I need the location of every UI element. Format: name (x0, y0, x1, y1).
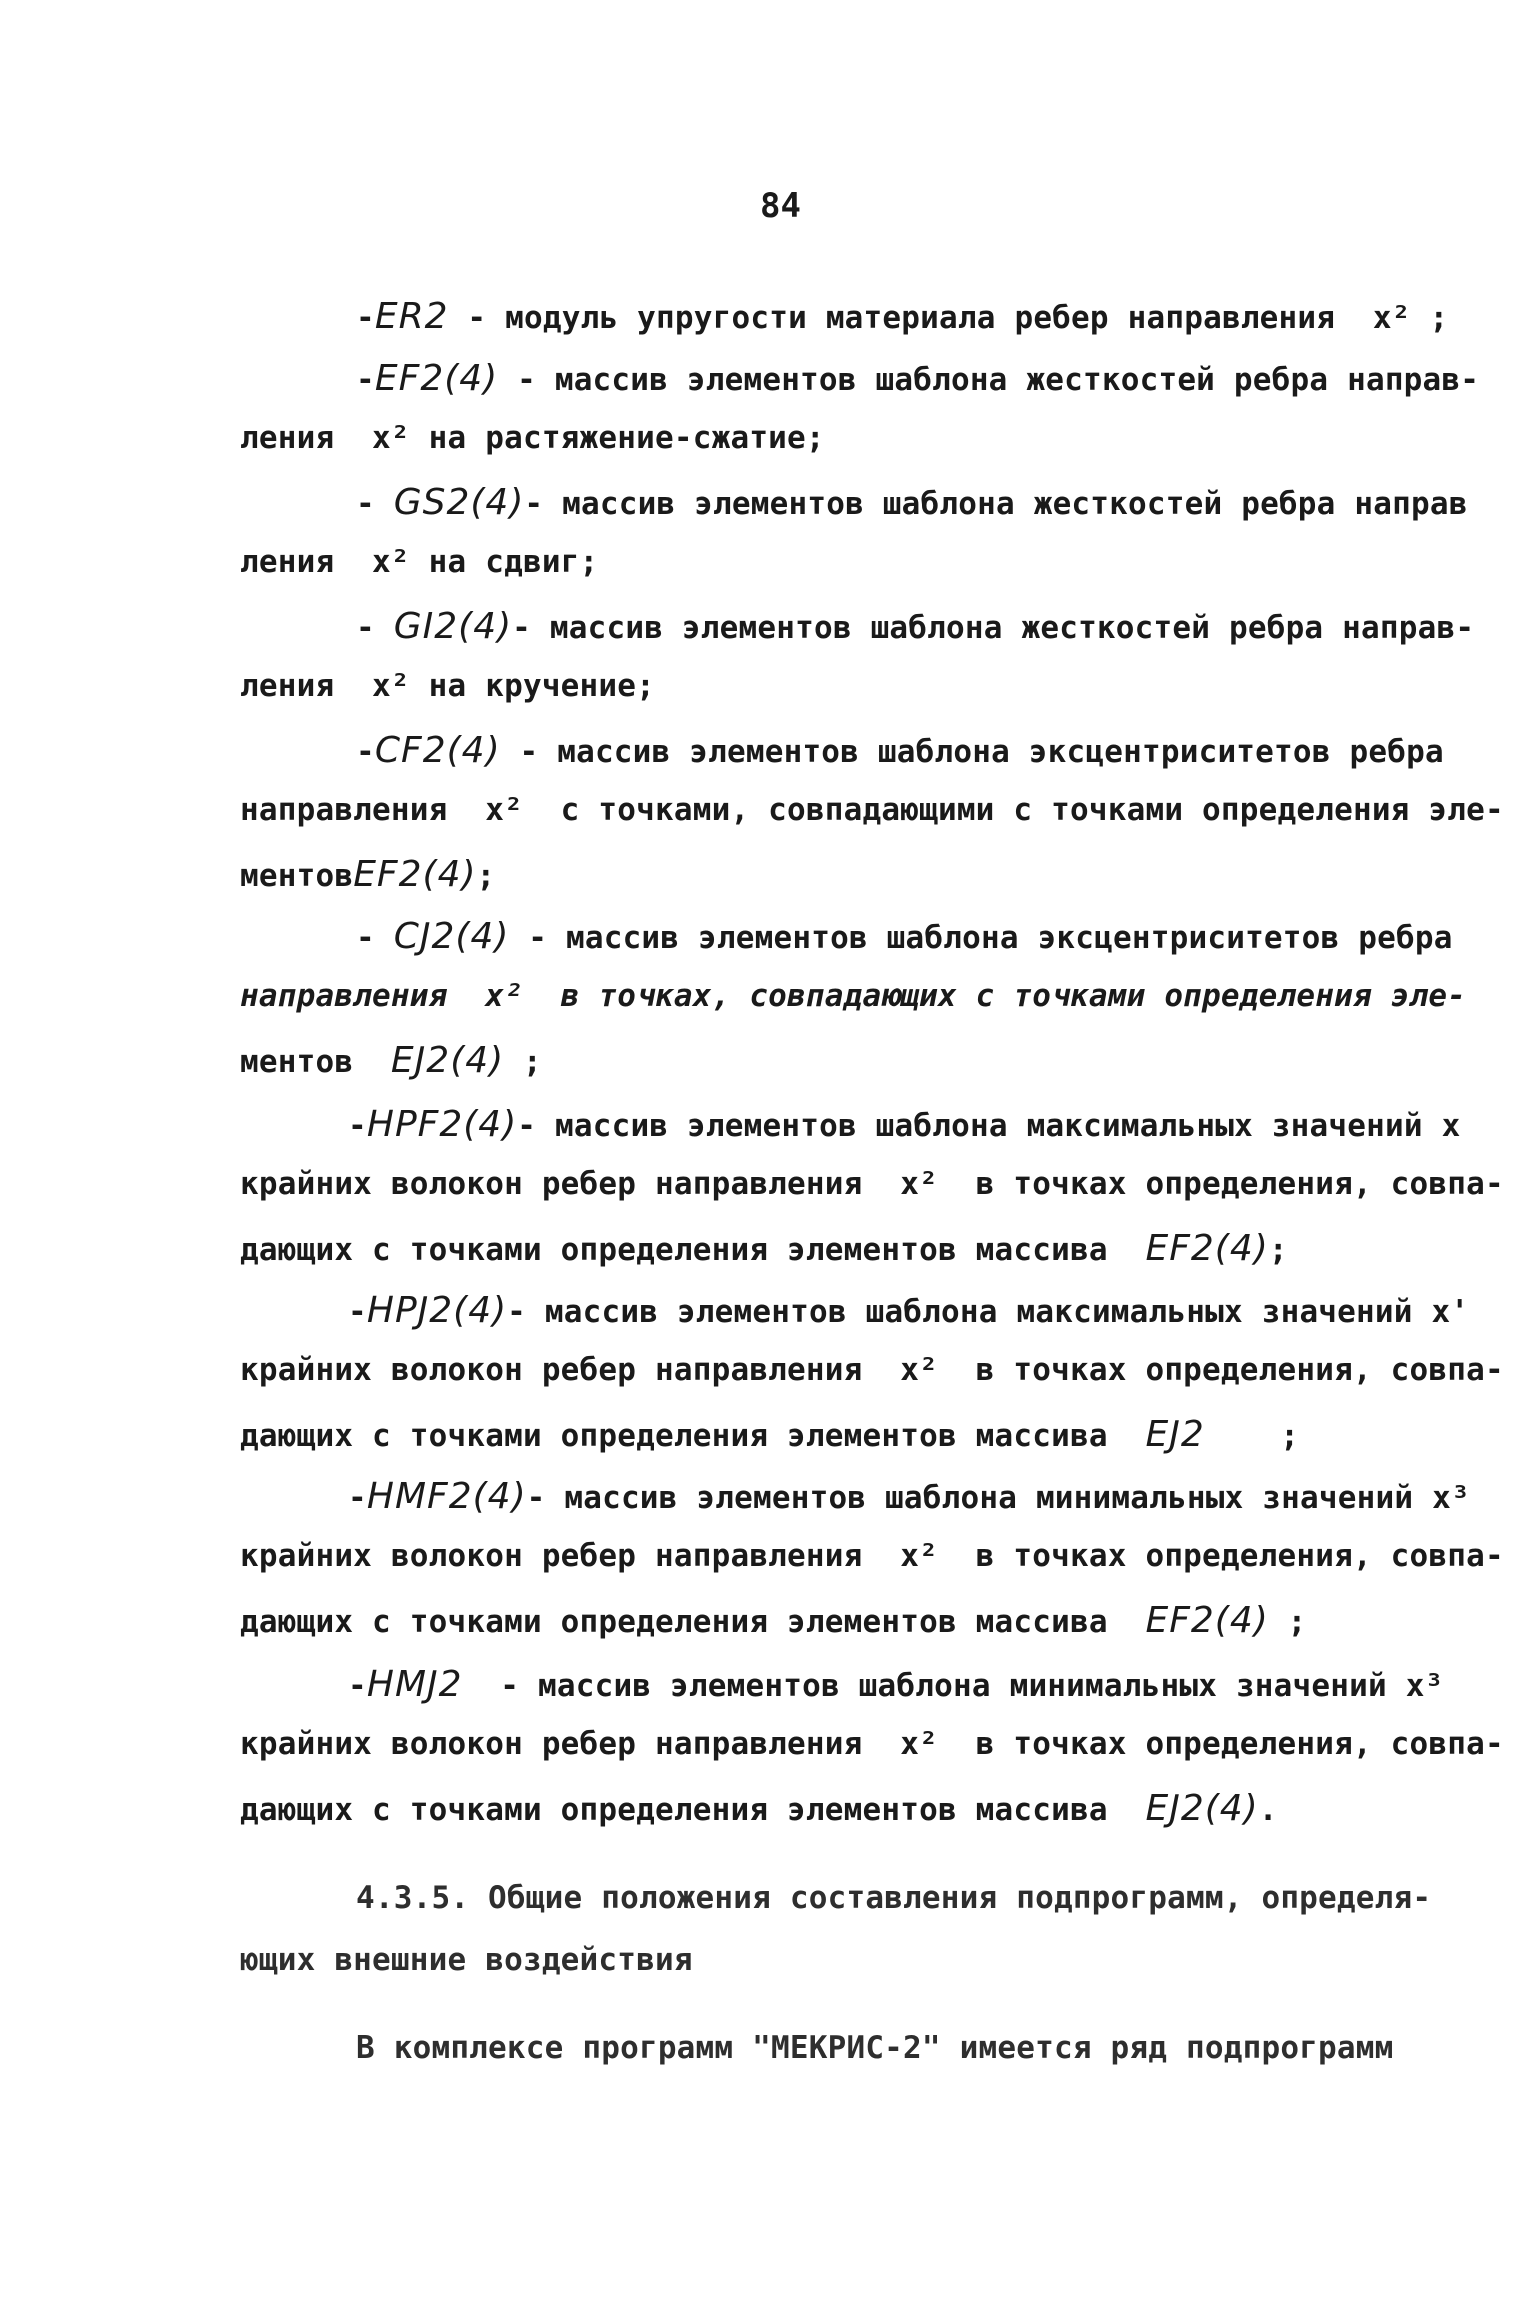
handwritten-symbol: EJ2 (1145, 1414, 1205, 1455)
handwritten-symbol: EF2(4) (1145, 1600, 1269, 1641)
text-line: ментовEF2(4); (240, 854, 496, 895)
handwritten-symbol: EF2(4) (1145, 1228, 1269, 1269)
text-line: крайних волокон ребер направления x² в точках определения, совпа- (240, 1726, 1504, 1762)
text-line: -EF2(4) - массив элементов шаблона жесткостей ребра направ- (356, 358, 1480, 399)
text-line: дающих с точками определения элементов массива EJ2 ; (240, 1414, 1300, 1455)
handwritten-symbol: HMJ2 (366, 1664, 463, 1705)
handwritten-symbol: EJ2(4) (1145, 1788, 1259, 1829)
handwritten-symbol: GI2(4) (393, 606, 513, 647)
text-line: крайних волокон ребер направления x² в точках определения, совпа- (240, 1352, 1504, 1388)
text-line: - GS2(4)- массив элементов шаблона жесткостей ребра направ (356, 482, 1468, 523)
text-line: -HMF2(4)- массив элементов шаблона минимальных значений x³ (348, 1476, 1470, 1517)
text-line: -CF2(4) - массив элементов шаблона эксцентриситетов ребра (356, 730, 1444, 771)
paragraph-start: В комплексе программ "МЕКРИС-2" имеется ряд подпрограмм (356, 2030, 1394, 2066)
text-line: направления x² с точками, совпадающими с точками определения эле- (240, 792, 1504, 828)
text-line: крайних волокон ребер направления x² в точках определения, совпа- (240, 1166, 1504, 1202)
text-line: ления x² на сдвиг; (240, 544, 599, 580)
text-line: дающих с точками определения элементов массива EJ2(4). (240, 1788, 1278, 1829)
section-heading-continued: ющих внешние воздействия (240, 1942, 693, 1978)
page-number: 84 (760, 186, 801, 226)
handwritten-symbol: CF2(4) (374, 730, 501, 771)
text-line: -ER2 - модуль упругости материала ребер направления x² ; (356, 296, 1449, 337)
handwritten-symbol: EF2(4) (374, 358, 499, 399)
text-line: - GI2(4)- массив элементов шаблона жесткостей ребра направ- (356, 606, 1475, 647)
section-heading: 4.3.5. Общие положения составления подпрограмм, определя- (356, 1880, 1432, 1916)
text-line: крайних волокон ребер направления x² в точках определения, совпа- (240, 1538, 1504, 1574)
handwritten-symbol: HMF2(4) (366, 1476, 527, 1517)
text-line: - CJ2(4) - массив элементов шаблона эксцентриситетов ребра (356, 916, 1453, 957)
handwritten-symbol: EF2(4) (353, 854, 477, 895)
handwritten-symbol: HPF2(4) (366, 1104, 518, 1145)
text-line: -HPF2(4)- массив элементов шаблона максимальных значений x (348, 1104, 1461, 1145)
text-line: ментов EJ2(4) ; (240, 1040, 542, 1081)
text-line: дающих с точками определения элементов массива EF2(4) ; (240, 1600, 1307, 1641)
text-line: -HPJ2(4)- массив элементов шаблона максимальных значений x' (348, 1290, 1470, 1331)
text-line: -HMJ2 - массив элементов шаблона минимальных значений x³ (348, 1664, 1444, 1705)
text-line: направления x² в точках, совпадающих с точками определения эле- (240, 978, 1467, 1014)
handwritten-symbol: GS2(4) (393, 482, 525, 523)
text-line: ления x² на растяжение-сжатие; (240, 420, 825, 456)
handwritten-symbol: HPJ2(4) (366, 1290, 508, 1331)
handwritten-symbol: CJ2(4) (393, 916, 510, 957)
handwritten-symbol: ER2 (374, 296, 449, 337)
text-line: ления x² на кручение; (240, 668, 655, 704)
text-line: дающих с точками определения элементов массива EF2(4); (240, 1228, 1288, 1269)
handwritten-symbol: EJ2(4) (390, 1040, 505, 1081)
